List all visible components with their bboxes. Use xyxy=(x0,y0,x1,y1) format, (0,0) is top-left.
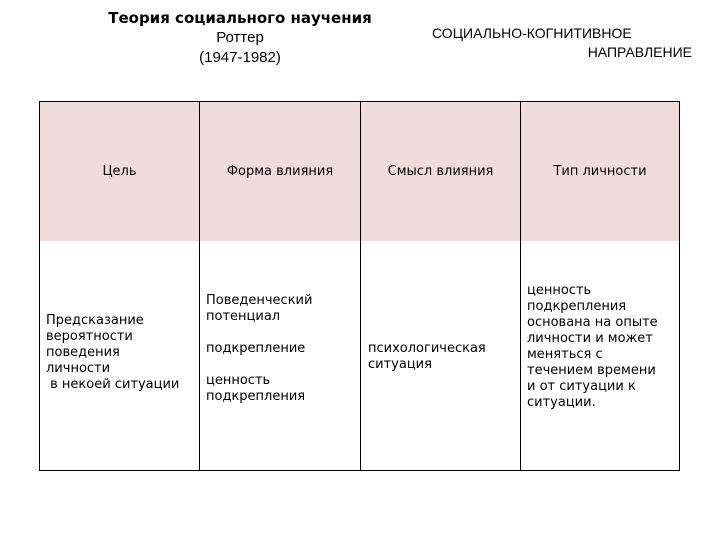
cell-goal xyxy=(40,241,200,470)
theory-table xyxy=(39,101,680,471)
author-name: Роттер xyxy=(216,29,264,46)
type-line: основана на опыте xyxy=(527,315,658,330)
goal-line: поведения xyxy=(46,345,120,360)
type-line: подкрепления xyxy=(527,299,627,314)
header-form: Форма влияния xyxy=(200,102,361,241)
form-line: потенциал xyxy=(206,309,281,324)
header-meaning: Смысл влияния xyxy=(361,102,521,241)
direction-line-2: НАПРАВЛЕНИЕ xyxy=(587,44,692,60)
type-line: ситуации. xyxy=(527,395,596,410)
goal-line: Предсказание xyxy=(46,313,144,328)
type-line: меняться с xyxy=(527,347,603,362)
header-type: Тип личности xyxy=(521,102,679,241)
cell-form xyxy=(200,241,361,470)
page-title: Теория социального научения xyxy=(108,9,372,27)
meaning-line: ситуация xyxy=(368,357,432,372)
type-line: ценность xyxy=(527,283,592,298)
goal-line: личности xyxy=(46,361,111,376)
goal-line: в некоей ситуации xyxy=(46,377,180,392)
cell-type xyxy=(521,241,679,470)
form-line: подкрепление xyxy=(206,341,306,356)
form-line: ценность xyxy=(206,373,271,388)
goal-line: вероятности xyxy=(46,329,133,344)
form-line: Поведенческий xyxy=(206,293,313,308)
form-line: подкрепления xyxy=(206,389,306,404)
type-line: личности и может xyxy=(527,331,653,346)
year-range: (1947-1982) xyxy=(199,49,281,66)
meaning-line: психологическая xyxy=(368,341,486,356)
title-block xyxy=(90,8,390,68)
direction-label xyxy=(420,24,692,62)
header-goal: Цель xyxy=(40,102,200,241)
cell-meaning xyxy=(361,241,521,470)
type-line: и от ситуации к xyxy=(527,379,636,394)
type-line: течением времени xyxy=(527,363,656,378)
direction-line-1: СОЦИАЛЬНО-КОГНИТИВНОЕ xyxy=(432,25,632,41)
